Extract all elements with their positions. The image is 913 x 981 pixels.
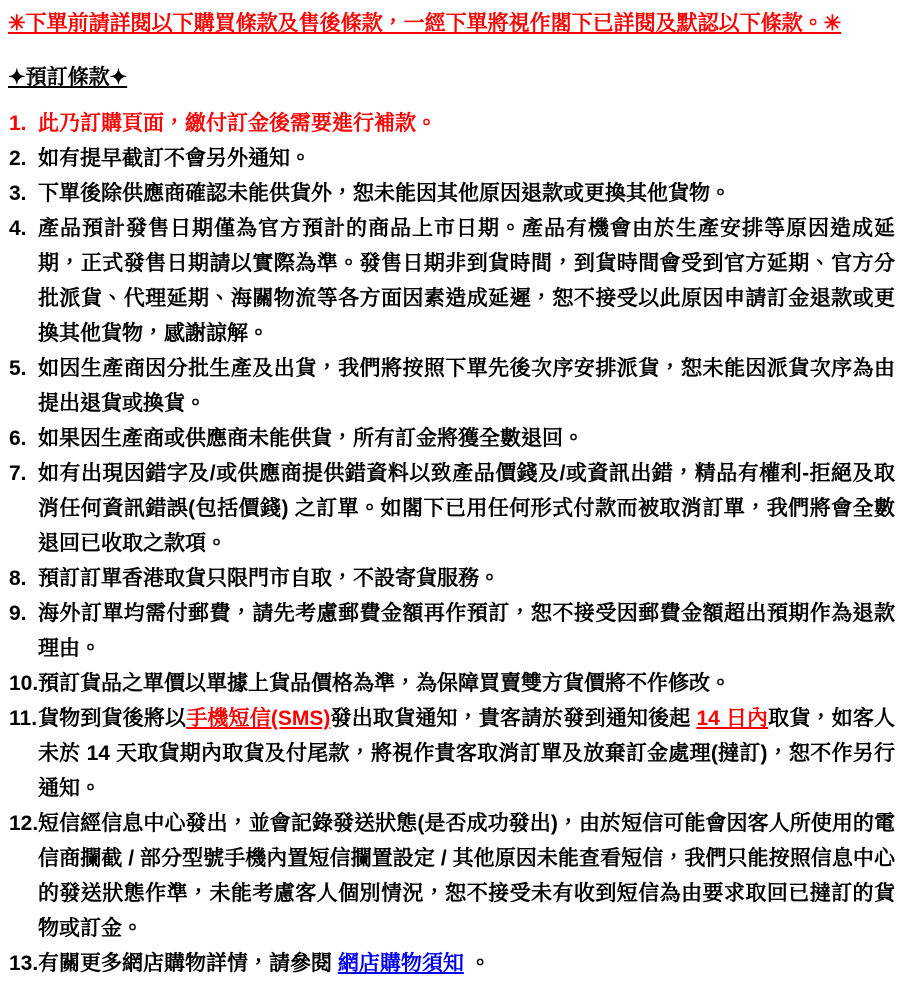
term-item-7: [8, 456, 895, 561]
term-number: 13.: [9, 952, 39, 975]
store-shopping-guide-link[interactable]: 網店購物須知: [337, 952, 464, 975]
term-number: 3.: [9, 182, 27, 205]
term-text-run: 此乃訂購頁面，繳付訂金後需要進行補款。: [38, 112, 437, 135]
term-text-run: 貨物到貨後將以: [38, 707, 187, 730]
term-number: 10.: [9, 672, 39, 695]
purchase-notice-header: ✳下單前請詳閱以下購買條款及售後條款，一經下單將視作閣下已詳閱及默認以下條款。✳: [8, 12, 842, 35]
term-number: 12.: [9, 812, 39, 835]
term-text: [38, 217, 895, 345]
term-item-2: [8, 141, 895, 176]
term-text-run: 如有出現因錯字及/或供應商提供錯資料以致產品價錢及/或資訊出錯，精品有權利-拒絕及取消任何資訊錯誤(包括價錢) 之訂單。如閣下已用任何形式付款而被取消訂單，我們將會全數退回已收取之款項。: [38, 462, 895, 555]
term-item-6: [8, 421, 895, 456]
term-item-3: [8, 176, 895, 211]
term-number: 4.: [9, 217, 27, 240]
sms-notice-emphasis: 手機短信(SMS): [186, 707, 331, 730]
term-text-run: 。: [463, 952, 491, 975]
pickup-deadline-emphasis: 14 日內: [696, 707, 769, 730]
term-text: [38, 672, 731, 695]
term-item-11: [8, 701, 895, 806]
term-number: 2.: [9, 147, 27, 170]
term-text: [38, 357, 895, 415]
term-text: [38, 602, 895, 660]
term-text-run: 有關更多網店購物詳情，請參閱: [38, 952, 338, 975]
term-text: [38, 707, 895, 800]
term-item-9: [8, 596, 895, 666]
term-number: 5.: [9, 357, 27, 380]
term-text-run: 海外訂單均需付郵費，請先考慮郵費金額再作預訂，恕不接受因郵費金額超出預期作為退款理由。: [38, 602, 895, 660]
term-item-5: [8, 351, 895, 421]
term-number: 7.: [9, 462, 27, 485]
section-title-preorder-terms: [8, 63, 895, 93]
term-item-1: [8, 106, 895, 141]
term-item-12: [8, 806, 895, 946]
term-number: 11.: [9, 707, 38, 730]
term-text-run: 如果因生產商或供應商未能供貨，所有訂金將獲全數退回。: [38, 427, 584, 450]
term-text: [38, 147, 311, 170]
term-text-run: 短信經信息中心發出，並會記錄發送狀態(是否成功發出)，由於短信可能會因客人所使用的電信商攔截 / 部分型號手機內置短信攔置設定 / 其他原因未能查看短信，我們只能按照信息中心的發送狀態作準，未能考慮客人個別情況，恕不接受未有收到短信為由要求取回已撻訂的貨物或訂金。: [38, 812, 895, 940]
term-number: 6.: [9, 427, 27, 450]
term-text: [38, 182, 731, 205]
term-text-run: 發出取貨通知，貴客請於發到通知後起: [330, 707, 697, 730]
term-item-4: [8, 211, 895, 351]
term-text: [38, 427, 584, 450]
term-text-run: 預訂貨品之單價以單據上貨品價格為準，為保障買賣雙方貨價將不作修改。: [38, 672, 731, 695]
term-text-run: 如有提早截訂不會另外通知。: [38, 147, 311, 170]
term-number: 1.: [9, 112, 27, 135]
term-text-run: 如因生產商因分批生產及出貨，我們將按照下單先後次序安排派貨，恕未能因派貨次序為由提出退貨或換貨。: [38, 357, 895, 415]
term-text: [38, 462, 895, 555]
term-text-run: 下單後除供應商確認未能供貨外，恕未能因其他原因退款或更換其他貨物。: [38, 182, 731, 205]
term-text: [38, 112, 437, 135]
term-number: 9.: [9, 602, 27, 625]
term-text: [38, 812, 895, 940]
term-text-run: 預訂訂單香港取貨只限門市自取，不設寄貨服務。: [38, 567, 500, 590]
term-number: 8.: [9, 567, 27, 590]
term-item-13: [8, 946, 895, 981]
term-text-run: 產品預計發售日期僅為官方預計的商品上市日期。產品有機會由於生產安排等原因造成延期，正式發售日期請以實際為準。發售日期非到貨時間，到貨時間會受到官方延期、官方分批派貨、代理延期、海關物流等各方面因素造成延遲，恕不接受以此原因申請訂金退款或更換其他貨物，感謝諒解。: [38, 217, 895, 345]
section-title-text: ✦預訂條款✦: [8, 66, 128, 89]
term-item-10: [8, 666, 895, 701]
term-text: [38, 952, 491, 975]
term-text-run: 取貨，如客人未於 14 天取貨期內取貨及付尾款，將視作貴客取消訂單及放棄訂金處理(撻訂)，恕不作另行通知。: [38, 707, 896, 800]
terms-list: [8, 106, 895, 981]
term-item-8: [8, 561, 895, 596]
term-text: [38, 567, 500, 590]
